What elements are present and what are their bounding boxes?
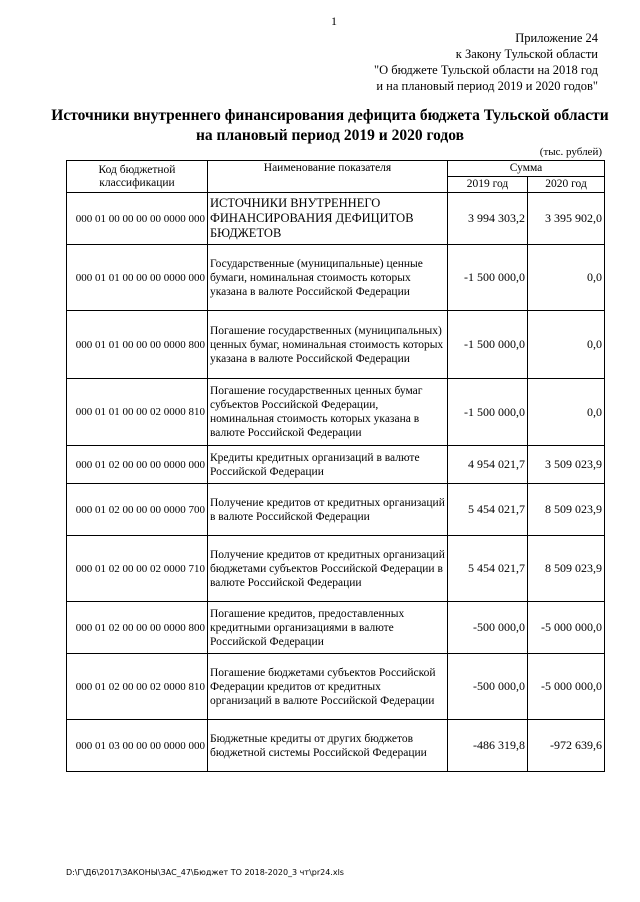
row-value-2019: 3 994 303,2 bbox=[448, 193, 528, 245]
header-year-2019: 2019 год bbox=[448, 177, 528, 193]
header-year-2020: 2020 год bbox=[528, 177, 605, 193]
row-code: 000 01 01 00 00 02 0000 810 bbox=[67, 379, 208, 446]
row-name: Погашение государственных (муниципальных) ценных бумаг, номинальная стоимость которых указана в валюте Российской Федерации bbox=[208, 311, 448, 379]
table-row bbox=[67, 654, 605, 720]
row-value-2020: 8 509 023,9 bbox=[528, 484, 605, 536]
appendix-line: к Закону Тульской области bbox=[455, 47, 598, 61]
row-value-2019: 5 454 021,7 bbox=[448, 484, 528, 536]
table-row bbox=[67, 379, 605, 446]
row-code: 000 01 02 00 00 00 0000 700 bbox=[67, 484, 208, 536]
row-name: Получение кредитов от кредитных организаций в валюте Российской Федерации bbox=[208, 484, 448, 536]
table-row bbox=[67, 720, 605, 772]
row-value-2020: 0,0 bbox=[528, 245, 605, 311]
row-value-2020: -5 000 000,0 bbox=[528, 654, 605, 720]
page-number: 1 bbox=[331, 14, 337, 28]
table-row bbox=[67, 193, 605, 245]
header-code: Код бюджетной классификации bbox=[67, 161, 208, 193]
row-value-2020: 3 509 023,9 bbox=[528, 446, 605, 484]
row-code: 000 01 03 00 00 00 0000 000 bbox=[67, 720, 208, 772]
row-value-2020: -972 639,6 bbox=[528, 720, 605, 772]
row-name: ИСТОЧНИКИ ВНУТРЕННЕГО ФИНАНСИРОВАНИЯ ДЕФИЦИТОВ БЮДЖЕТОВ bbox=[208, 193, 448, 245]
table-row bbox=[67, 446, 605, 484]
row-code: 000 01 02 00 00 02 0000 810 bbox=[67, 654, 208, 720]
row-value-2019: -1 500 000,0 bbox=[448, 311, 528, 379]
appendix-line: и на плановый период 2019 и 2020 годов" bbox=[376, 79, 598, 93]
table-row bbox=[67, 536, 605, 602]
appendix-line: "О бюджете Тульской области на 2018 год bbox=[374, 63, 598, 77]
row-value-2019: -500 000,0 bbox=[448, 602, 528, 654]
table-row bbox=[67, 245, 605, 311]
row-name: Погашение бюджетами субъектов Российской Федерации кредитов от кредитных организаций в валюте Российской Федерации bbox=[208, 654, 448, 720]
table-row bbox=[67, 484, 605, 536]
row-code: 000 01 01 00 00 00 0000 000 bbox=[67, 245, 208, 311]
row-code: 000 01 01 00 00 00 0000 800 bbox=[67, 311, 208, 379]
title-line-2: на плановый период 2019 и 2020 годов bbox=[196, 127, 464, 144]
row-code: 000 01 02 00 00 00 0000 800 bbox=[67, 602, 208, 654]
appendix-heading bbox=[298, 30, 598, 94]
row-value-2019: -500 000,0 bbox=[448, 654, 528, 720]
row-name: Кредиты кредитных организаций в валюте Российской Федерации bbox=[208, 446, 448, 484]
table-row bbox=[67, 311, 605, 379]
row-value-2019: 4 954 021,7 bbox=[448, 446, 528, 484]
header-name: Наименование показателя bbox=[208, 161, 448, 193]
row-value-2019: 5 454 021,7 bbox=[448, 536, 528, 602]
title-line-1: Источники внутреннего финансирования дефицита бюджета Тульской области bbox=[51, 107, 609, 124]
row-value-2020: 0,0 bbox=[528, 379, 605, 446]
row-value-2020: -5 000 000,0 bbox=[528, 602, 605, 654]
row-code: 000 01 02 00 00 02 0000 710 bbox=[67, 536, 208, 602]
row-code: 000 01 00 00 00 00 0000 000 bbox=[67, 193, 208, 245]
row-name: Погашение кредитов, предоставленных кредитными организациями в валюте Российской Федерации bbox=[208, 602, 448, 654]
row-value-2019: -1 500 000,0 bbox=[448, 245, 528, 311]
row-value-2020: 0,0 bbox=[528, 311, 605, 379]
row-name: Погашение государственных ценных бумаг субъектов Российской Федерации, номинальная стоимость которых указана в валюте Российской Федерации bbox=[208, 379, 448, 446]
row-value-2019: -486 319,8 bbox=[448, 720, 528, 772]
row-code: 000 01 02 00 00 00 0000 000 bbox=[67, 446, 208, 484]
row-name: Получение кредитов от кредитных организаций бюджетами субъектов Российской Федерации в валюте Российской Федерации bbox=[208, 536, 448, 602]
appendix-line: Приложение 24 bbox=[515, 31, 598, 45]
header-sum: Сумма bbox=[448, 161, 605, 177]
row-name: Государственные (муниципальные) ценные бумаги, номинальная стоимость которых указана в валюте Российской Федерации bbox=[208, 245, 448, 311]
units-label: (тыс. рублей) bbox=[539, 146, 602, 158]
row-value-2020: 8 509 023,9 bbox=[528, 536, 605, 602]
row-value-2020: 3 395 902,0 bbox=[528, 193, 605, 245]
table-row bbox=[67, 602, 605, 654]
document-title bbox=[40, 106, 620, 146]
row-name: Бюджетные кредиты от других бюджетов бюджетной системы Российской Федерации bbox=[208, 720, 448, 772]
budget-sources-table bbox=[66, 160, 605, 772]
file-path-footer: D:\Г\Д6\2017\ЗАКОНЫ\ЗАС_47\Бюджет ТО 2018-2020_3 чт\pr24.xls bbox=[66, 868, 344, 877]
row-value-2019: -1 500 000,0 bbox=[448, 379, 528, 446]
